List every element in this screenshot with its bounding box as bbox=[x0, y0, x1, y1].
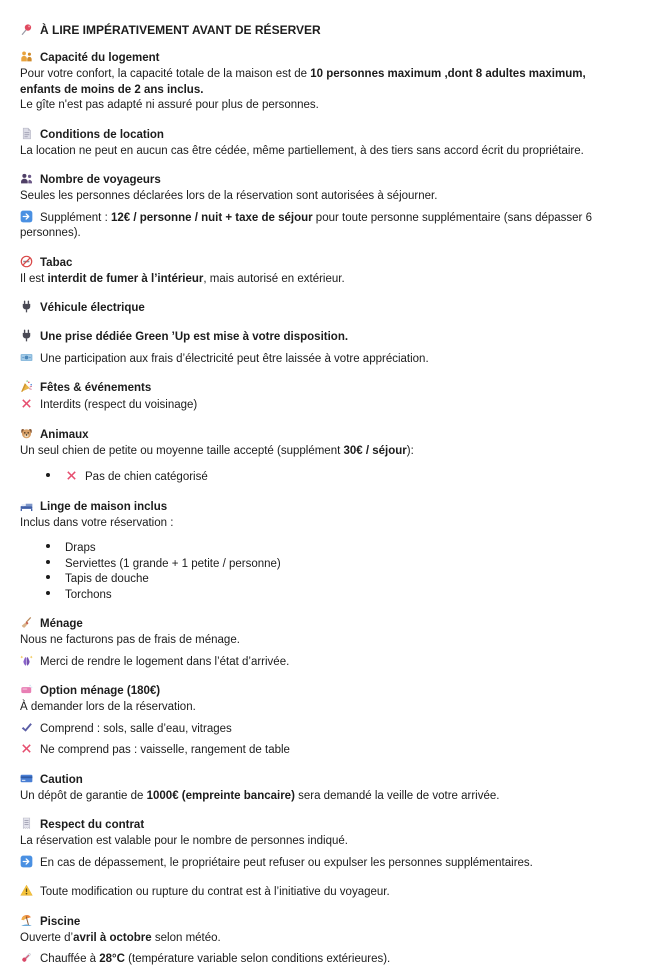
section-heading bbox=[20, 50, 627, 66]
text-segment: Pour votre confort, la capacité totale de la maison est de bbox=[20, 68, 311, 80]
section-title: Véhicule électrique bbox=[40, 302, 145, 314]
section bbox=[20, 127, 627, 160]
busts-icon bbox=[20, 172, 33, 185]
pushpin-icon bbox=[20, 23, 33, 36]
section bbox=[20, 329, 627, 367]
sections bbox=[20, 50, 627, 968]
text-line bbox=[20, 67, 627, 98]
text-line bbox=[20, 789, 627, 805]
section-heading bbox=[20, 255, 627, 271]
text-segment: À demander lors de la réservation. bbox=[20, 701, 196, 713]
thermometer-icon bbox=[20, 951, 33, 964]
list-item bbox=[46, 557, 627, 573]
section-heading bbox=[20, 380, 627, 396]
section bbox=[20, 300, 627, 316]
bullet-dot bbox=[46, 575, 50, 579]
broom-icon bbox=[20, 616, 33, 629]
bed-icon bbox=[20, 499, 33, 512]
section-title: Animaux bbox=[40, 428, 89, 441]
text-segment: ): bbox=[406, 444, 414, 457]
text-segment: Une prise dédiée Green ’Up est mise à votre disposition. bbox=[40, 331, 349, 343]
section bbox=[20, 616, 627, 670]
section-title: Caution bbox=[40, 773, 83, 786]
text-segment: Inclus dans votre réservation : bbox=[20, 516, 174, 529]
text-segment: Ne comprend pas : vaisselle, rangement de table bbox=[40, 744, 290, 756]
section bbox=[20, 172, 627, 242]
section-heading bbox=[20, 172, 627, 188]
bullet-dot bbox=[46, 473, 50, 477]
text-segment: 28°C bbox=[99, 953, 125, 965]
text-segment: Il est bbox=[20, 272, 48, 285]
dog-icon bbox=[20, 427, 33, 440]
text-segment: selon météo. bbox=[151, 931, 221, 944]
text-line bbox=[20, 144, 627, 160]
text-line bbox=[20, 721, 627, 738]
section-title: Ménage bbox=[40, 618, 83, 630]
page-title-text: À LIRE IMPÉRATIVEMENT AVANT DE RÉSERVER bbox=[40, 23, 321, 37]
beach-icon bbox=[20, 914, 33, 927]
text-segment: Chauffée à bbox=[40, 953, 100, 965]
section-heading bbox=[20, 772, 627, 788]
text-line bbox=[20, 210, 627, 242]
text-segment: , mais autorisé en extérieur. bbox=[203, 272, 345, 285]
section-title: Nombre de voyageurs bbox=[40, 174, 161, 186]
text-line bbox=[20, 516, 627, 532]
text-segment: Un dépôt de garantie de bbox=[20, 789, 147, 802]
section-heading bbox=[20, 499, 627, 515]
section bbox=[20, 427, 627, 486]
section-title: Option ménage (180€) bbox=[40, 685, 161, 697]
section-heading bbox=[20, 817, 627, 833]
text-segment: Seules les personnes déclarées lors de la réservation sont autorisées à séjourner. bbox=[20, 190, 438, 202]
list-item bbox=[46, 572, 627, 588]
text-segment: Tapis de douche bbox=[65, 573, 149, 585]
text-segment: pour toute personne supplémentaire (sans dépasser 6 personnes). bbox=[20, 211, 592, 239]
bullet-dot bbox=[46, 591, 50, 595]
text-segment: 30€ / séjour bbox=[343, 444, 407, 457]
page-title bbox=[20, 23, 627, 37]
section-title: Respect du contrat bbox=[40, 819, 145, 831]
text-line bbox=[20, 98, 627, 114]
section bbox=[20, 255, 627, 288]
section-heading bbox=[20, 300, 627, 316]
text-segment: avril à octobre bbox=[73, 931, 152, 944]
text-segment: Supplément : bbox=[40, 211, 111, 224]
text-segment: Le gîte n'est pas adapté ni assuré pour plus de personnes. bbox=[20, 99, 319, 111]
text-segment: La réservation est valable pour le nombre de personnes indiqué. bbox=[20, 835, 348, 847]
section bbox=[20, 772, 627, 805]
list-item bbox=[46, 469, 627, 486]
text-line bbox=[20, 855, 627, 872]
section bbox=[20, 817, 627, 871]
check-icon bbox=[20, 721, 33, 734]
section-heading bbox=[20, 914, 627, 930]
section-heading bbox=[20, 616, 627, 632]
cross-icon bbox=[20, 397, 33, 410]
section-title: Tabac bbox=[40, 256, 73, 269]
credit-card-icon bbox=[20, 772, 33, 785]
arrow-right-icon bbox=[20, 210, 33, 223]
soap-icon bbox=[20, 683, 33, 696]
arrow-right-icon bbox=[20, 855, 33, 868]
text-segment: Une participation aux frais d’électricité peut être laissée à votre appréciation. bbox=[40, 352, 429, 365]
cross-icon bbox=[20, 742, 33, 755]
family-icon bbox=[20, 50, 33, 63]
section bbox=[20, 499, 627, 604]
plug-icon bbox=[20, 329, 33, 342]
section bbox=[20, 50, 627, 114]
text-line bbox=[20, 397, 627, 414]
praying-hands-icon bbox=[20, 654, 33, 667]
document-icon bbox=[20, 127, 33, 140]
text-segment: Toute modification ou rupture du contrat est à l’initiative du voyageur. bbox=[40, 886, 390, 898]
text-line bbox=[20, 884, 627, 901]
text-segment: Merci de rendre le logement dans l’état d’arrivée. bbox=[40, 655, 290, 668]
text-line bbox=[20, 931, 627, 947]
text-segment: Comprend : sols, salle d’eau, vitrages bbox=[40, 722, 232, 735]
text-line bbox=[20, 329, 627, 346]
plug-icon bbox=[20, 300, 33, 313]
cross-icon bbox=[65, 469, 78, 482]
text-segment: Ouverte d’ bbox=[20, 931, 74, 944]
section-heading bbox=[20, 683, 627, 699]
text-segment: 10 personnes maximum ,dont 8 adultes maximum, enfants de moins de 2 ans inclus. bbox=[20, 68, 586, 96]
text-line bbox=[20, 742, 627, 759]
text-segment: Torchons bbox=[65, 588, 112, 601]
text-segment: Draps bbox=[65, 542, 96, 554]
text-line bbox=[20, 272, 627, 288]
bullet-dot bbox=[46, 560, 50, 564]
text-segment: Pas de chien catégorisé bbox=[85, 471, 208, 483]
section bbox=[20, 884, 627, 901]
section-title: Linge de maison inclus bbox=[40, 500, 168, 513]
text-line bbox=[20, 700, 627, 716]
text-segment: En cas de dépassement, le propriétaire peut refuser ou expulser les personnes supplémentaires. bbox=[40, 856, 533, 869]
receipt-icon bbox=[20, 817, 33, 830]
text-segment: La location ne peut en aucun cas être cédée, même partiellement, à des tiers sans accord écrit du propriétaire. bbox=[20, 144, 584, 157]
text-line bbox=[20, 633, 627, 649]
no-smoking-icon bbox=[20, 255, 33, 268]
text-line bbox=[20, 834, 627, 850]
text-line bbox=[20, 351, 627, 368]
text-segment: Serviettes (1 grande + 1 petite / personne) bbox=[65, 557, 281, 570]
party-popper-icon bbox=[20, 380, 33, 393]
section bbox=[20, 380, 627, 414]
banknote-icon bbox=[20, 351, 33, 364]
text-segment: interdit de fumer à l’intérieur bbox=[47, 272, 204, 285]
section-title: Fêtes & événements bbox=[40, 382, 152, 394]
section-heading bbox=[20, 427, 627, 443]
text-segment: 1000€ (empreinte bancaire) bbox=[146, 789, 295, 802]
text-segment: Nous ne facturons pas de frais de ménage. bbox=[20, 634, 240, 646]
bullet-dot bbox=[46, 544, 50, 548]
text-line bbox=[20, 444, 627, 460]
warning-icon bbox=[20, 884, 33, 897]
section-title: Capacité du logement bbox=[40, 52, 160, 64]
text-segment: Interdits (respect du voisinage) bbox=[40, 399, 198, 411]
text-segment: (température variable selon conditions extérieures). bbox=[124, 953, 391, 965]
text-line bbox=[20, 654, 627, 671]
text-line bbox=[20, 189, 627, 205]
text-segment: Un seul chien de petite ou moyenne taille accepté (supplément bbox=[20, 444, 344, 457]
section-heading bbox=[20, 127, 627, 143]
text-segment: 12€ / personne / nuit + taxe de séjour bbox=[110, 211, 313, 224]
section-title: Piscine bbox=[40, 915, 81, 928]
list-item bbox=[46, 588, 627, 604]
list-item bbox=[46, 541, 627, 557]
text-segment: sera demandé la veille de votre arrivée. bbox=[294, 789, 500, 802]
text-line bbox=[20, 951, 627, 968]
section-title: Conditions de location bbox=[40, 128, 164, 141]
section bbox=[20, 683, 627, 759]
